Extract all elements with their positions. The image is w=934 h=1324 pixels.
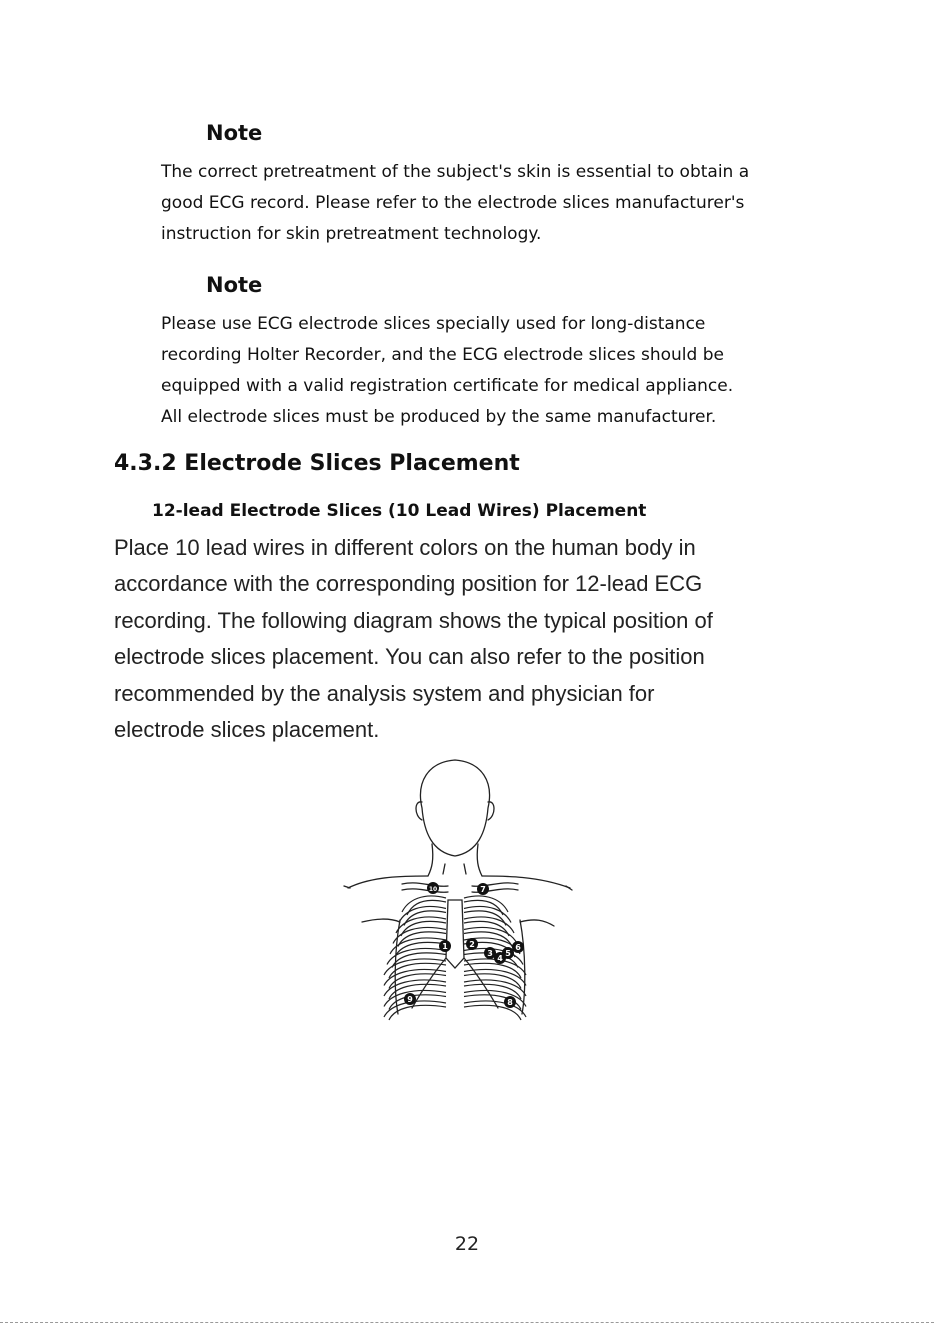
left-shoulder bbox=[348, 876, 428, 888]
section-paragraph bbox=[114, 530, 834, 748]
note-body bbox=[161, 309, 841, 433]
paragraph-line: Place 10 lead wires in different colors on the human body in bbox=[114, 535, 696, 560]
rib bbox=[396, 917, 446, 933]
electrode-label: 4 bbox=[497, 954, 503, 963]
note-title: Note bbox=[206, 273, 263, 297]
rib bbox=[464, 1005, 521, 1020]
electrode-label: 8 bbox=[507, 998, 513, 1007]
electrode-label: 1 bbox=[442, 942, 448, 951]
note-line: All electrode slices must be produced by the same manufacturer. bbox=[161, 407, 717, 427]
section-subtitle: 12-lead Electrode Slices (10 Lead Wires) Placement bbox=[152, 501, 647, 521]
electrode-7 bbox=[477, 883, 489, 895]
electrode-label: 5 bbox=[505, 949, 511, 958]
page-number: 22 bbox=[454, 1233, 480, 1255]
electrode-8 bbox=[504, 996, 516, 1008]
electrode-1 bbox=[439, 940, 451, 952]
electrode-label: 2 bbox=[469, 940, 475, 949]
electrode-6 bbox=[512, 941, 524, 953]
rib bbox=[399, 906, 446, 922]
note-line: The correct pretreatment of the subject's skin is essential to obtain a bbox=[161, 162, 750, 182]
rib bbox=[464, 917, 514, 933]
rib bbox=[464, 906, 511, 922]
note-line: recording Holter Recorder, and the ECG electrode slices should be bbox=[161, 345, 724, 365]
section-title: 4.3.2 Electrode Slices Placement bbox=[114, 451, 520, 476]
electrode-label: 7 bbox=[480, 885, 486, 894]
note-line: good ECG record. Please refer to the electrode slices manufacturer's bbox=[161, 193, 745, 213]
paragraph-line: electrode slices placement. You can also refer to the position bbox=[114, 644, 705, 670]
electrode-label: 10 bbox=[428, 886, 438, 893]
footer-divider bbox=[0, 1322, 934, 1323]
paragraph-line: electrode slices placement. bbox=[114, 716, 380, 742]
torso-outline bbox=[344, 760, 572, 1014]
note-line: instruction for skin pretreatment technology. bbox=[161, 224, 542, 244]
note-line: equipped with a valid registration certificate for medical appliance. bbox=[161, 376, 734, 396]
right-shoulder bbox=[482, 876, 570, 888]
note-title: Note bbox=[206, 121, 263, 145]
rib bbox=[464, 896, 508, 912]
left-clavicle bbox=[402, 883, 448, 886]
neck-left bbox=[428, 844, 433, 876]
electrode-label: 3 bbox=[487, 949, 493, 958]
head-outline bbox=[420, 760, 489, 856]
electrode-9 bbox=[404, 993, 416, 1005]
electrode-2 bbox=[466, 938, 478, 950]
right-arm-line bbox=[520, 920, 554, 926]
electrode-label: 6 bbox=[515, 943, 521, 952]
paragraph-line: recommended by the analysis system and physician for bbox=[114, 680, 655, 706]
electrode-5 bbox=[502, 947, 514, 959]
note-line: Please use ECG electrode slices specially used for long-distance bbox=[161, 314, 706, 334]
electrode-10 bbox=[427, 882, 439, 894]
note-body bbox=[161, 157, 841, 250]
electrode-placement-diagram bbox=[330, 752, 590, 1022]
sternum bbox=[446, 900, 464, 968]
left-arm-line bbox=[362, 919, 400, 922]
paragraph-line: accordance with the corresponding position for 12-lead ECG bbox=[114, 571, 703, 597]
rib bbox=[402, 896, 446, 912]
paragraph-line: recording. The following diagram shows the typical position of bbox=[114, 607, 713, 633]
electrode-label: 9 bbox=[407, 995, 413, 1004]
neck-right bbox=[477, 844, 482, 876]
